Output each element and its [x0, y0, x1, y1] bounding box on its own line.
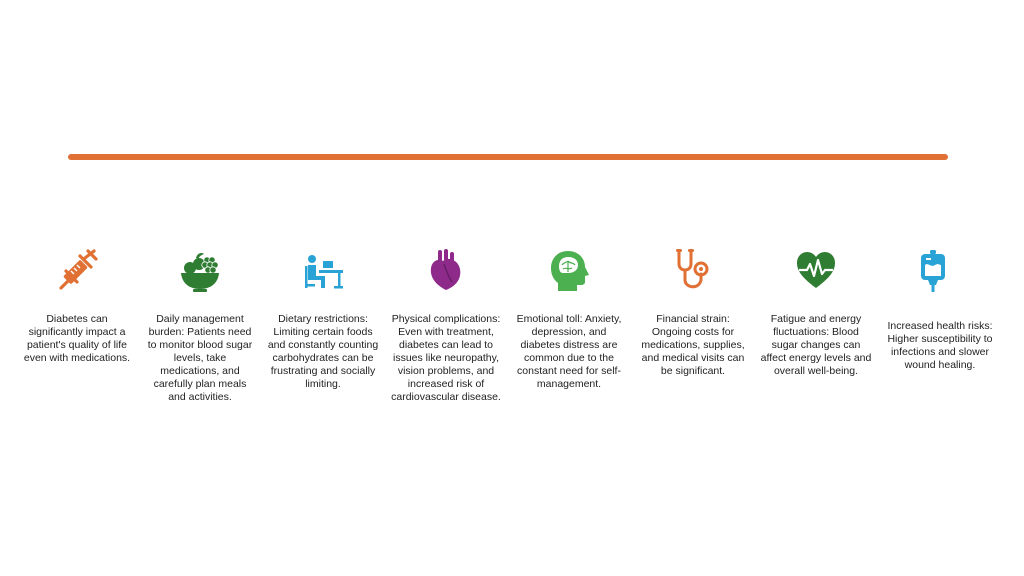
item-text-daily-management: Daily management burden: Patients need to monitor blood sugar levels, take medications, and carefully plan meals and activities. [147, 313, 253, 403]
item-text-health-risks: Increased health risks: Higher susceptibility to infections and slower wound healing. [887, 320, 993, 371]
person-at-desk-icon [301, 248, 345, 294]
brain-head-icon [547, 248, 591, 294]
heart-pulse-icon [794, 248, 838, 294]
heart-organ-icon [424, 248, 468, 294]
fruit-bowl-icon [178, 248, 222, 294]
divider-rule [68, 154, 948, 160]
item-text-emotional-toll: Emotional toll: Anxiety, depression, and diabetes distress are common due to the constant need for self-management. [516, 313, 622, 390]
item-text-dietary-restrictions: Dietary restrictions: Limiting certain foods and constantly counting carbohydrates can be frustrating and socially limiting. [267, 313, 379, 390]
item-text-quality-of-life: Diabetes can significantly impact a patient's quality of life even with medications. [23, 313, 131, 364]
stethoscope-icon [671, 248, 715, 294]
item-text-physical-complications: Physical complications: Even with treatment, diabetes can lead to issues like neuropathy, vision problems, and increased risk of cardiovascular disease. [391, 313, 501, 403]
syringe-icon [55, 248, 99, 294]
item-text-fatigue-energy: Fatigue and energy fluctuations: Blood sugar changes can affect energy levels and overall well-being. [760, 313, 872, 377]
item-text-financial-strain: Financial strain: Ongoing costs for medications, supplies, and medical visits can be significant. [641, 313, 745, 377]
iv-bag-icon [911, 248, 955, 294]
slide-title-area [68, 60, 948, 140]
